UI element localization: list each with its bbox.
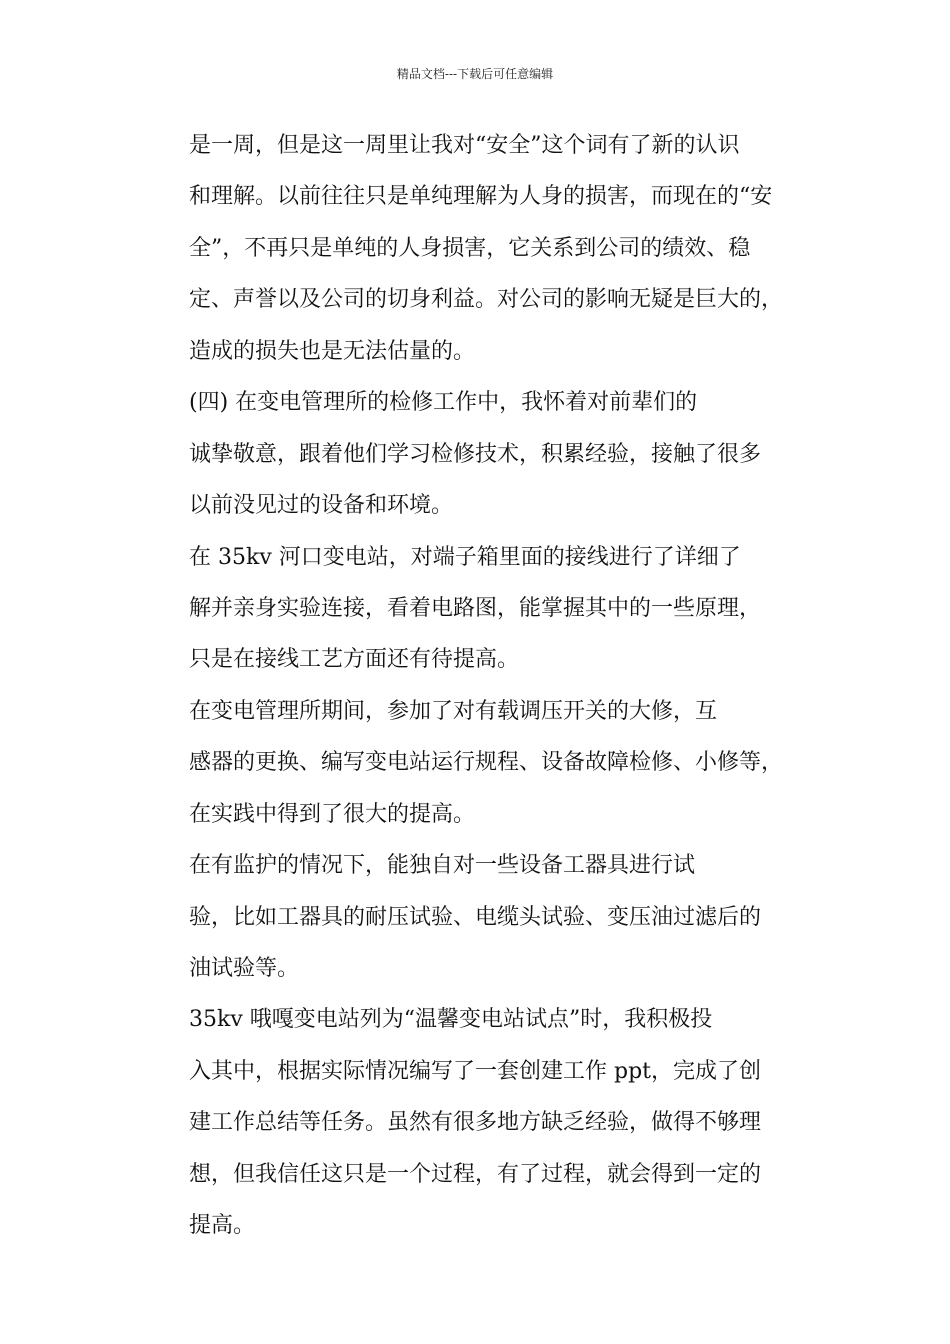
text-line: 全”，不再只是单纯的人身损害，它关系到公司的绩效、稳 (189, 235, 751, 261)
text-line: 感器的更换、编写变电站运行规程、设备故障检修、小修等， (189, 750, 784, 776)
text-line: 定、声誉以及公司的切身利益。对公司的影响无疑是巨大的， (189, 287, 784, 313)
text-line: 以前没见过的设备和环境。 (189, 493, 454, 519)
text-line: 解并亲身实验连接，看着电路图，能掌握其中的一些原理， (189, 595, 762, 621)
text-line: 油试验等。 (189, 956, 300, 981)
text-line: 只是在接线工艺方面还有待提高。 (189, 647, 520, 673)
text-line: 是一周，但是这一周里让我对“安全”这个词有了新的认识 (189, 133, 740, 158)
text-line: 和理解。以前往往只是单纯理解为人身的损害，而现在的“安 (189, 184, 773, 210)
page-header: 精品文档---下载后可任意编辑 (396, 67, 554, 81)
text-line: (四) 在变电管理所的检修工作中，我怀着对前辈们的 (189, 390, 698, 416)
text-line: 诚挚敬意，跟着他们学习检修技术，积累经验，接触了很多 (189, 441, 762, 467)
text-line: 造成的损失也是无法估量的。 (189, 338, 476, 364)
text-line: 在有监护的情况下，能独自对一些设备工器具进行试 (189, 853, 696, 879)
text-line: 在 35kv 河口变电站，对端子箱里面的接线进行了详细了 (189, 544, 741, 570)
text-line: 在实践中得到了很大的提高。 (189, 801, 476, 827)
text-line: 建工作总结等任务。虽然有很多地方缺乏经验，做得不够理 (189, 1110, 762, 1136)
text-line: 入其中，根据实际情况编写了一套创建工作 ppt，完成了创 (189, 1058, 762, 1084)
text-line: 35kv 哦嘎变电站列为“温馨变电站试点”时，我积极投 (189, 1007, 713, 1033)
text-line: 在变电管理所期间，参加了对有载调压开关的大修，互 (189, 698, 718, 724)
text-line: 验，比如工器具的耐压试验、电缆头试验、变压油过滤后的 (189, 904, 762, 930)
text-line: 想，但我信任这只是一个过程，有了过程，就会得到一定的 (189, 1161, 762, 1187)
text-line: 提高。 (189, 1213, 256, 1239)
document-body (189, 130, 809, 1262)
